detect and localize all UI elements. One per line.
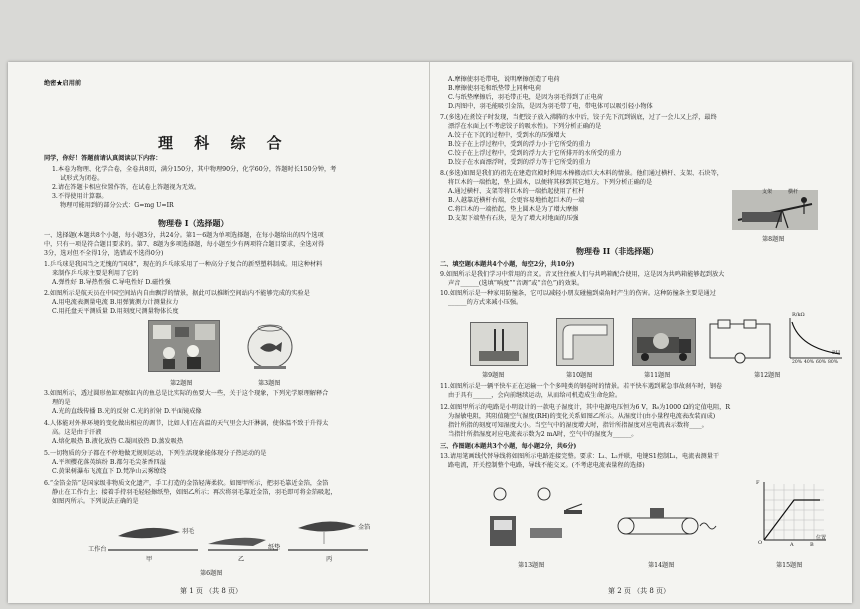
question-6-option: C.与纸垫摩擦后，羽毛带正电，是因为羽毛得到了正电荷 [448,94,603,101]
fig11-caption: 第11题图 [644,372,671,379]
fig12-tick: 40% [804,360,815,365]
fig15-axis-x: 位置 [816,535,827,541]
fig6-label-feather: 羽毛 [182,528,195,535]
question-8: 8.(多选)如图是我们的祖先在建造宫殿时利用木棒搬动巨大木料的情景。他们通过横杆、支架、石块等， [440,170,723,177]
fig6-caption: 第6题图 [200,570,223,577]
question-2: 2.如图所示是航天员在中国空间站内自由飘浮的情景，据此可以推断空间站内不能够完成的实验是 [44,290,310,297]
exam-sheet [8,62,852,603]
question-11: 由于具有______，会向前继续运动，从而给司机造成生命危险。 [448,392,622,399]
fig2-caption: 第2题图 [170,380,193,387]
fig9-caption: 第9题图 [482,372,505,379]
question-6-option: D.丙图中，羽毛能吸引金箔，是因为羽毛带了电，带电体可以吸引轻小物体 [448,103,653,110]
fig6-label-pad: 纸垫 [268,544,281,551]
question-12: 指针所指的刻度可知湿度大小。当空气中的湿度增大时，指针所指湿度对应电流表示数将____。 [448,422,708,429]
fig12-axis-x: RH [832,350,841,356]
fig8-label-stand: 支架 [762,189,773,195]
question-4: 4.人体能对外界环境的变化做出相应的调节，比如人们在高温的天气里会大汗淋漓，使体温不致于升得太 [44,420,329,427]
fig12-tick: 80% [828,360,839,365]
fig6-diagram [88,514,378,564]
question-3: 3.如图所示，透过圆形鱼缸观察缸内的鱼总是比实际的鱼要大一些，关于这个现象，下列光学原理解释合 [44,390,329,397]
conveyor-illustration [612,502,722,542]
question-4: 高。这是由于汗液 [52,429,102,436]
question-6-option: B.摩擦使羽毛和纸垫带上同种电荷 [448,85,542,92]
question-5-options: C.黄果树瀑布飞流直下 D.梵净山云雾缭绕 [52,468,167,475]
question-8-option: B.人越靠近横杆右端，会更容易地抬起巨木的一端 [448,197,585,204]
tuning-fork-photo [470,322,528,366]
question-12: 为湿敏电阻，其阻值随空气湿度(RH)的变化关系如图乙所示。从湿度计(由小量程电流表改装而成) [448,413,716,420]
fig12-axis-y: R/kΩ [792,312,805,318]
page-footer-right: 第 2 页 （共 8 页） [608,587,671,595]
corner-guard-illustration [557,319,613,365]
section1-intro: 3分，选对但不全得1分，选错或不选得0分) [44,250,164,257]
fig8-diagram [732,190,818,230]
question-6: 6.“金箔金箔”是国家级非物质文化遗产，手工打造的金箔轻薄柔软。如图甲所示，把羽毛靠近金箔，金箔 [44,480,329,487]
question-2-options: A.用电流表测量电流 B.用弹簧测力计测量拉力 [52,299,179,306]
question-13: 路电流，开关控制整个电路，导线不能交叉。(不考虑电流表量程的选择) [448,462,645,469]
question-11: 11.如图所示是一辆平快车正在运输一个个多吨类的钢卷时的情景。若平快车遇到紧急事故刹车时，钢卷 [440,383,723,390]
question-7-option: B.饺子在上浮过程中，受到的浮力小于它所受的重力 [448,141,591,148]
question-8-option: D.支架下端垫有石块，是为了增大对地面的压强 [448,215,579,222]
greeting: 同学，你好！答题前请认真阅读以下内容： [44,155,162,162]
question-6: 静止在工作台上；接着手持羽毛轻轻擦纸垫，如图乙所示；再次将羽毛靠近金箔，羽毛即可将金箔吸起， [52,489,337,496]
drawing-section-title: 三、作图题(本题共3个小题，每小题2分，共6分) [440,443,577,450]
question-7: 漂浮在水面上(不考虑饺子的吸水性)。下列分析正确的是 [448,123,602,130]
note-line: 1.本卷为物理、化学合卷，全卷共8页，满分150分，其中物理90分，化学60分，答题时长150分钟，考 [52,166,337,173]
fig15-origin: O [758,540,763,546]
fig14-caption: 第14题图 [648,562,675,569]
fig6-label-bing: 丙 [326,556,333,563]
question-8-option: A.通过横杆、支架等将巨木的一端抬起使用了杠杆 [448,188,585,195]
question-7: 7.(多选)在煮饺子时发现，当把饺子放入沸腾的水中后，饺子先下沉到锅底，过了一会儿又上浮，最终 [440,114,717,121]
fig10-caption: 第10题图 [566,372,593,379]
question-7-option: A.饺子在下沉的过程中，受到水的压强增大 [448,132,566,139]
fishbowl-figure [244,320,296,370]
question-1: 来制作乒乓球主要是利用了它的 [52,270,139,277]
tuning-fork-illustration [471,323,527,365]
question-7-option: D.饺子在水面漂浮时，受到的浮力等于它所受的重力 [448,159,591,166]
fig13-diagram [486,480,586,552]
fig13-caption: 第13题图 [518,562,545,569]
corner-guard-photo [556,318,614,366]
humidity-circuit-illustration [706,314,846,366]
question-10: 10.如图所示是一种家用防撞条，它可以减轻小朋友碰撞到桌角时产生的伤害。这种防撞条主要是通过 [440,290,716,297]
section1-intro: 中，只有一项是符合题目要求的。第7、8题为多项选择题，每小题至少有两项符合题目要求，全选对得 [44,241,325,248]
note-line: 试形式为闭卷。 [60,175,104,182]
page-fold-line [429,62,430,603]
formula-line: 物理可能用到的部分公式：G=mg U=IR [60,202,174,209]
fig12-diagram [706,314,846,366]
fig3-caption: 第3题图 [258,380,281,387]
note-line: 2.请在答题卡相应位置作答，在试卷上答题视为无效。 [52,184,201,191]
fig15-caption: 第15题图 [776,562,803,569]
question-4-options: A.熔化吸热 B.液化放热 C.凝固放热 D.蒸发吸热 [52,438,184,445]
fig6-label-jia: 甲 [146,556,153,563]
question-5-options: A.平坝樱花落英缤纷 B.都匀毛尖茶香四溢 [52,459,166,466]
page-footer-left: 第 1 页 （共 8 页） [180,587,243,595]
fig15-point-b: B [810,542,814,548]
fig15-axis-f: F [756,480,760,486]
fig6-label-foil: 金箔 [358,524,371,531]
question-8: 将巨木的一端抬起，垫上圆木，以便将其移到其它地方。下列分析正确的是 [448,179,653,186]
section1-intro: 一、选择题(本题共8个小题，每小题3分，共24分。第1～6题为单项选择题，在每小题给出的四个选项 [44,232,324,239]
fig12-caption: 第12题图 [754,372,781,379]
note-line: 3.不得使用计算器。 [52,193,108,200]
exam-title: 理 科 综 合 [158,134,290,152]
section2-title: 物理卷 II（非选择题） [576,246,659,256]
lever-illustration [732,190,818,230]
fishbowl-illustration [244,320,296,370]
question-7-option: C.饺子在上浮过程中，受到的浮力大于它所排开的水所受的重力 [448,150,622,157]
circuit-components-illustration [486,480,586,552]
question-8-option: C.将巨木的一端抬起，垫上圆木是为了增大摩擦 [448,206,579,213]
question-9: 声音______(选填“响度”“音调”或“音色”)的效果。 [448,280,584,287]
fill-blank-title: 二、填空题(本题共4个小题，每空2分，共10分) [440,261,575,268]
question-13: 13.请用笔画线代替导线将如图所示电路连接完整。要求：L₁、L₂并联，电键S1控制L₁，电流表测量干 [440,453,720,460]
question-6-option: A.摩擦使羽毛带电，说明摩擦创造了电荷 [448,76,560,83]
truck-photo [632,318,696,366]
fig15-point-a: A [790,542,794,548]
truck-illustration [633,319,695,365]
section1-title: 物理卷 I（选择题） [158,218,229,228]
space-station-illustration [149,321,219,371]
left-page [8,62,424,603]
question-10: ______的方式来减小压强。 [448,299,523,306]
space-station-photo [148,320,220,372]
fig8-caption: 第8题图 [762,236,785,243]
question-12: 12.如图甲所示的电路是小明设计的一款电子湿度计，其中电源电压恒为6 V，R₀为1000 Ω的定值电阻，R [440,404,730,411]
fig14-diagram [612,502,722,542]
fig6-label-worktable: 工作台 [88,546,107,553]
question-1: 1.乒乓球是我国当之无愧的“国球”，现在的乒乓球采用了一种高分子复合的新型塑料制成。用这种材料 [44,261,323,268]
fig12-tick: 60% [816,360,827,365]
confidential-label: 绝密★启用前 [44,80,82,87]
question-3: 理的是 [52,399,71,406]
question-1-options: A.弹性好 B.导热性强 C.导电性好 D.磁性强 [52,279,171,286]
question-9: 9.如图所示是我们学习中常用的音叉。音叉往往被人们与共鸣箱配合使用，这是因为共鸣箱能够起到放大 [440,271,725,278]
fig6-label-yi: 乙 [238,556,245,563]
question-6: 如图丙所示。下列说法正确的是 [52,498,139,505]
question-5: 5.一切物质的分子都在不停地做无规则运动，下列生活现象能体现分子热运动的是 [44,450,267,457]
feather-foil-illustration [88,514,378,564]
fig15-diagram [754,480,830,554]
fig8-label-bar: 横杆 [788,189,799,195]
question-12: 当指针所指湿度对应电流表示数为2 mA时，空气中的湿度为______。 [448,431,638,438]
question-2-options: C.用托盘天平测质量 D.用刻度尺测量物体长度 [52,308,179,315]
fig12-tick: 20% [792,360,803,365]
right-page [436,62,852,603]
question-3-options: A.光的直线传播 B.光的反射 C.光的折射 D.平面镜成像 [52,408,202,415]
